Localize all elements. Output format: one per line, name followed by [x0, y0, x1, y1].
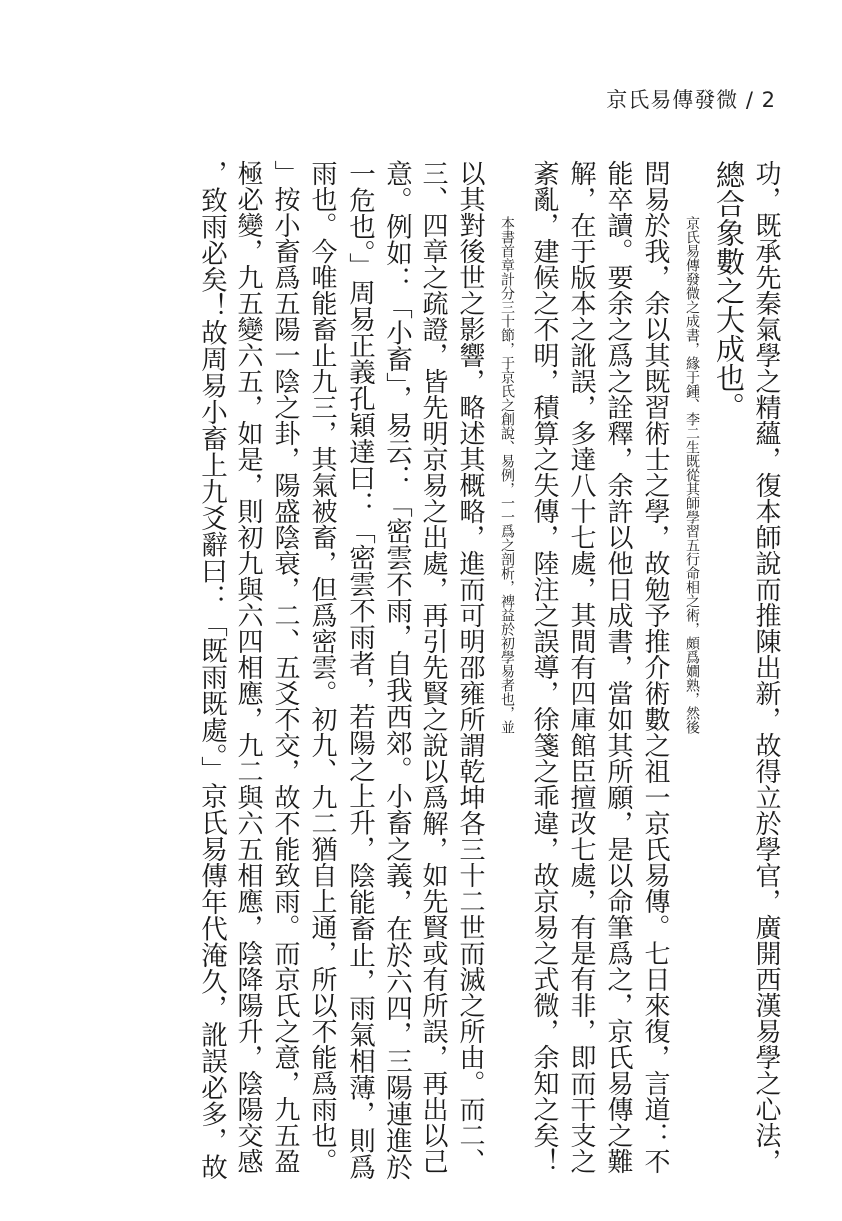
text-column-12: 一危也。」周易正義孔穎達曰：「密雲不雨者，若陽之上升，陰能畜止，雨氣相薄，則爲 [344, 160, 375, 1181]
text-column-1: 功，既承先秦氣學之精蘊，復本師說而推陳出新，故得立於學官，廣開西漢易學之心法， [751, 160, 781, 1174]
text-column-15: 極必變，九五變六五，如是，則初九與六四相應，九二與六五相應，陰降陽升，陰陽交感 [233, 160, 263, 1174]
text-column-10: 三、四章之疏證，皆先明京易之出處，再引先賢之說以爲解，如先賢或有所誤，再出以己 [418, 160, 448, 1174]
text-column-8: 本書首章計分三十節，于京氏之創說、易例，一一爲之剖析，裨益於初學易者也，並 [499, 216, 515, 734]
text-column-14: 」按小畜爲五陽一陰之卦，陽盛陰衰，二、五爻不交，故不能致雨。而京氏之意，九五盈 [270, 160, 300, 1174]
text-column-2: 總合象數之大成也。 [712, 160, 746, 421]
text-column-9: 以其對後世之影響，略述其概略，進而可明邵雍所謂乾坤各三十二世而滅之所由。而二、 [455, 160, 485, 1174]
text-column-13: 雨也。今唯能畜止九三，其氣被畜，但爲密雲。初九、九二猶自上通，所以不能爲雨也。 [307, 160, 337, 1174]
text-column-6: 解，在于版本之訛誤，多達八十七處，其間有四庫館臣擅改七處，有是有非，即而干支之 [566, 160, 596, 1174]
text-column-3: 京氏易傳發微之成書，緣于鍾、李二生既從其師學習五行命相之術，頗爲嫺熟，然後 [684, 216, 700, 734]
text-column-5: 能卒讀。要余之爲之詮釋，余許以他日成書，當如其所願，是以命筆爲之，京氏易傳之難 [603, 160, 633, 1174]
running-header: 京氏易傳發微 / 2 [606, 88, 776, 112]
text-column-7: 紊亂，建候之不明，積算之失傳，陸注之誤導，徐箋之乖違，故京易之式微，余知之矣！ [529, 160, 559, 1174]
text-column-4: 問易於我，余以其既習術士之學，故勉予推介術數之祖一京氏易傳。七日來復，言道：不 [640, 160, 670, 1174]
text-column-11: 意。例如：「小畜」，易云：「密雲不雨，自我西郊。小畜之義，在於六四，三陽連進於 [381, 160, 412, 1181]
text-column-16: ，致雨必矣！故周易小畜上九爻辭曰：「既雨既處。」京氏易傳年代淹久，訛誤必多，故 [196, 160, 227, 1181]
